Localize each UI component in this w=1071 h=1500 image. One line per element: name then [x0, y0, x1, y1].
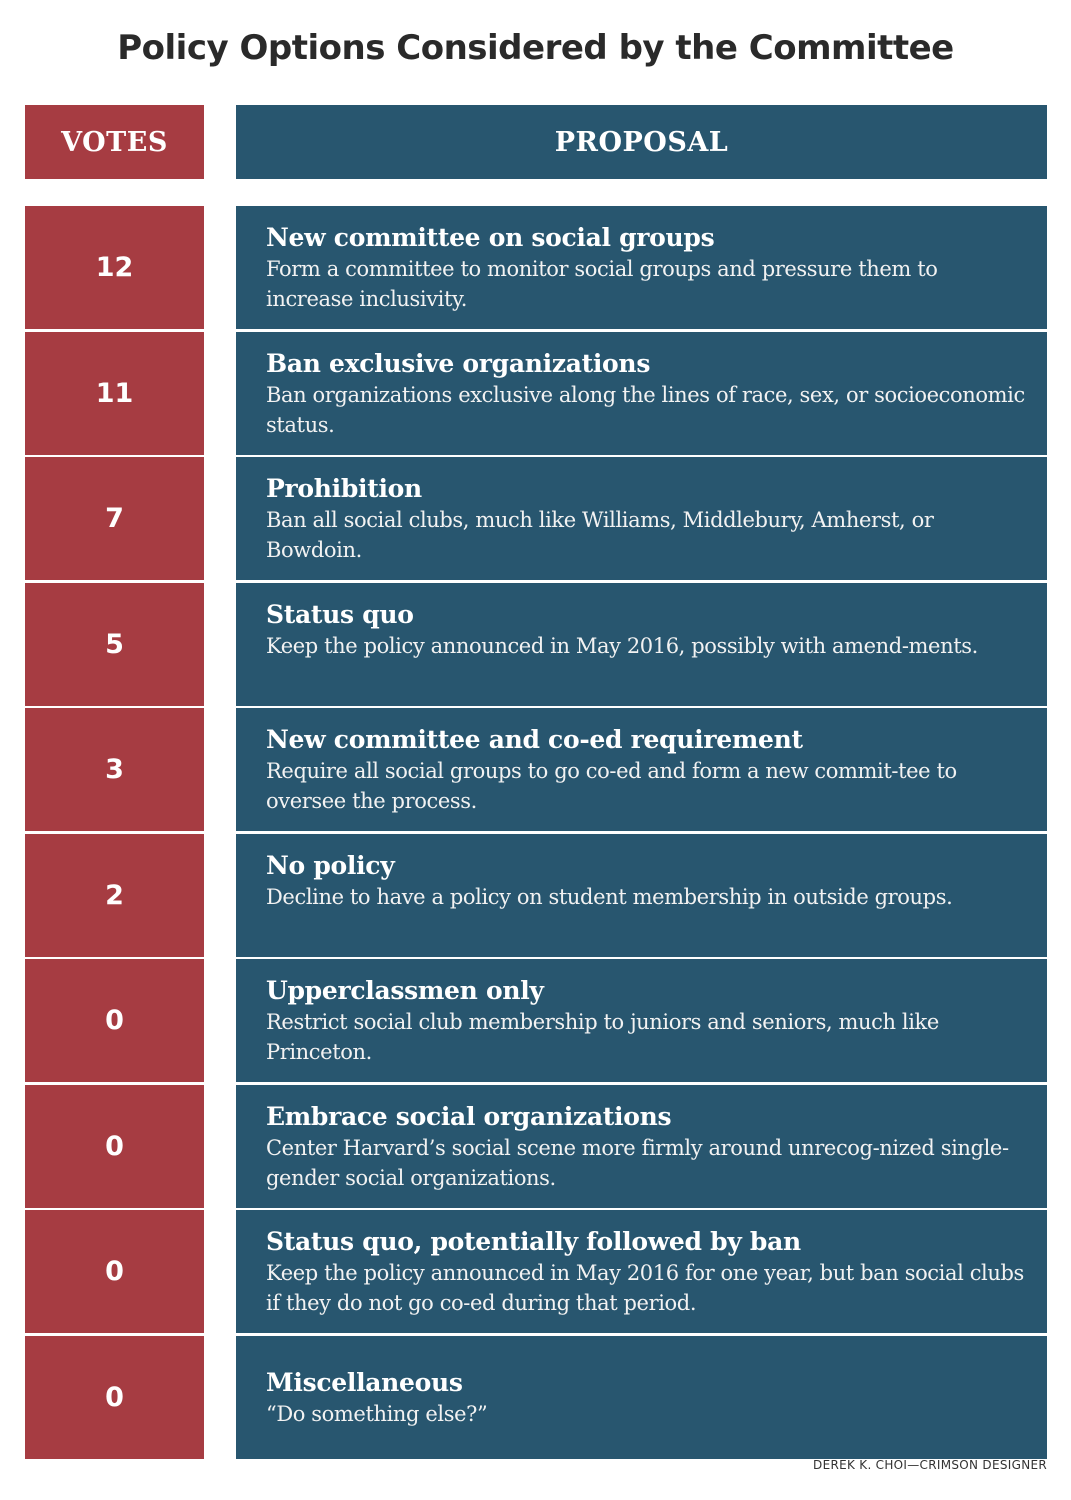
votes-column-header: VOTES [25, 105, 204, 179]
proposal-cell [236, 332, 1047, 455]
vote-count: 0 [25, 1336, 204, 1459]
proposal-description: Require all social groups to go co-ed and form a new commit-tee to oversee the process. [266, 759, 957, 813]
proposal-description: Form a committee to monitor social groups and pressure them to increase inclusivity. [266, 257, 938, 311]
proposal-description: Keep the policy announced in May 2016, possibly with amend-ments. [266, 634, 978, 658]
proposal-column-header: PROPOSAL [236, 105, 1047, 179]
proposal-description: Ban all social clubs, much like Williams, Middlebury, Amherst, or Bowdoin. [266, 508, 934, 562]
proposal-title: Status quo, potentially followed by ban [266, 1227, 801, 1256]
vote-count: 12 [25, 206, 204, 329]
proposal-title: Upperclassmen only [266, 976, 544, 1005]
chart-title: Policy Options Considered by the Committee [117, 28, 954, 68]
vote-count: 0 [25, 1085, 204, 1208]
proposal-cell [236, 206, 1047, 329]
proposal-title: Status quo [266, 600, 414, 629]
vote-count: 11 [25, 332, 204, 455]
proposal-title: Embrace social organizations [266, 1102, 672, 1131]
proposal-cell [236, 457, 1047, 580]
vote-count: 5 [25, 583, 204, 706]
proposal-cell [236, 708, 1047, 831]
vote-count: 0 [25, 959, 204, 1082]
proposal-cell [236, 1336, 1047, 1459]
proposal-title: New committee and co-ed requirement [266, 725, 803, 754]
proposal-description: Ban organizations exclusive along the lines of race, sex, or socioeconomic status. [266, 383, 1025, 437]
proposal-title: Ban exclusive organizations [266, 349, 651, 378]
designer-credit: DEREK K. CHOI—CRIMSON DESIGNER [813, 1458, 1047, 1472]
proposal-title: Miscellaneous [266, 1367, 463, 1397]
vote-count: 7 [25, 457, 204, 580]
vote-count: 2 [25, 834, 204, 957]
proposal-cell [236, 834, 1047, 957]
proposal-cell [236, 959, 1047, 1082]
proposal-title: New committee on social groups [266, 223, 715, 252]
proposal-description: Center Harvard’s social scene more firmly around unrecog-nized single-gender social organizations. [266, 1136, 1009, 1190]
vote-count: 3 [25, 708, 204, 831]
proposal-cell [236, 583, 1047, 706]
vote-count: 0 [25, 1210, 204, 1333]
proposal-cell [236, 1210, 1047, 1333]
proposal-description: Restrict social club membership to juniors and seniors, much like Princeton. [266, 1010, 939, 1064]
proposal-title: No policy [266, 851, 395, 880]
proposal-description: Decline to have a policy on student membership in outside groups. [266, 885, 953, 909]
proposal-description: “Do something else?” [266, 1401, 488, 1426]
proposal-title: Prohibition [266, 474, 422, 503]
proposal-description: Keep the policy announced in May 2016 for one year, but ban social clubs if they do not go co-ed during that period. [266, 1261, 1024, 1315]
proposal-cell [236, 1085, 1047, 1208]
